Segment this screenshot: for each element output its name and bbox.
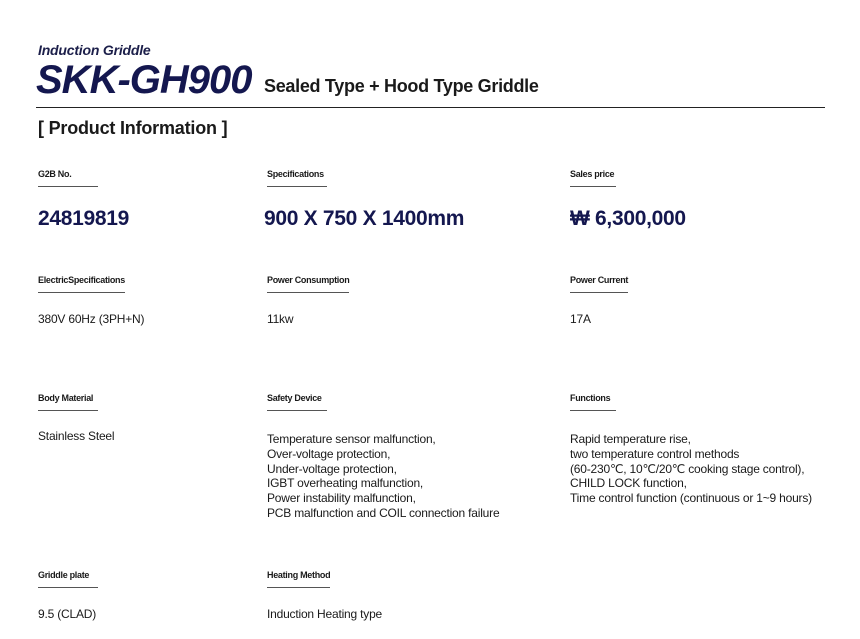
section-title: [ Product Information ] xyxy=(38,118,228,138)
griddle-plate-label: Griddle plate xyxy=(38,570,98,588)
functions-line: (60-230℃, 10℃/20℃ cooking stage control), xyxy=(570,461,805,476)
g2b-label: G2B No. xyxy=(38,169,98,187)
electric-spec-value: 380V 60Hz (3PH+N) xyxy=(38,312,145,326)
functions-line: Rapid temperature rise, xyxy=(570,432,691,446)
functions-line: CHILD LOCK function, xyxy=(570,476,687,491)
product-subtitle: Sealed Type + Hood Type Griddle xyxy=(264,76,539,96)
functions-label: Functions xyxy=(570,393,616,411)
safety-device-list xyxy=(267,432,499,521)
power-current-value: 17A xyxy=(570,312,591,326)
safety-device-line: Under-voltage protection, xyxy=(267,461,397,476)
heating-method-value: Induction Heating type xyxy=(267,607,383,621)
functions-list xyxy=(570,432,812,506)
specifications-value: 900 X 750 X 1400mm xyxy=(264,207,465,230)
sales-price-label: Sales price xyxy=(570,169,616,187)
functions-line: Time control function (continuous or 1~9 hours) xyxy=(570,491,812,506)
power-consumption-value: 11kw xyxy=(267,312,294,326)
body-material-value: Stainless Steel xyxy=(38,429,115,443)
safety-device-line: PCB malfunction and COIL connection failure xyxy=(267,505,500,520)
power-consumption-label: Power Consumption xyxy=(267,275,349,293)
safety-device-line: Over-voltage protection, xyxy=(267,446,391,461)
functions-line: two temperature control methods xyxy=(570,446,740,461)
safety-device-line: IGBT overheating malfunction, xyxy=(267,476,424,491)
power-current-label: Power Current xyxy=(570,275,628,293)
g2b-value: 24819819 xyxy=(38,207,130,230)
sales-price-value: ₩ 6,300,000 xyxy=(570,207,686,230)
safety-device-line: Power instability malfunction, xyxy=(267,491,416,506)
safety-device-label: Safety Device xyxy=(267,393,327,411)
heating-method-label: Heating Method xyxy=(267,570,330,588)
griddle-plate-value: 9.5 (CLAD) xyxy=(38,607,97,621)
electric-spec-label: ElectricSpecifications xyxy=(38,275,125,293)
specifications-label: Specifications xyxy=(267,169,327,187)
body-material-label: Body Material xyxy=(38,393,98,411)
product-model: SKK-GH900 xyxy=(36,58,252,102)
header-divider xyxy=(36,107,825,108)
safety-device-line: Temperature sensor malfunction, xyxy=(267,432,436,446)
product-category: Induction Griddle xyxy=(38,42,151,58)
